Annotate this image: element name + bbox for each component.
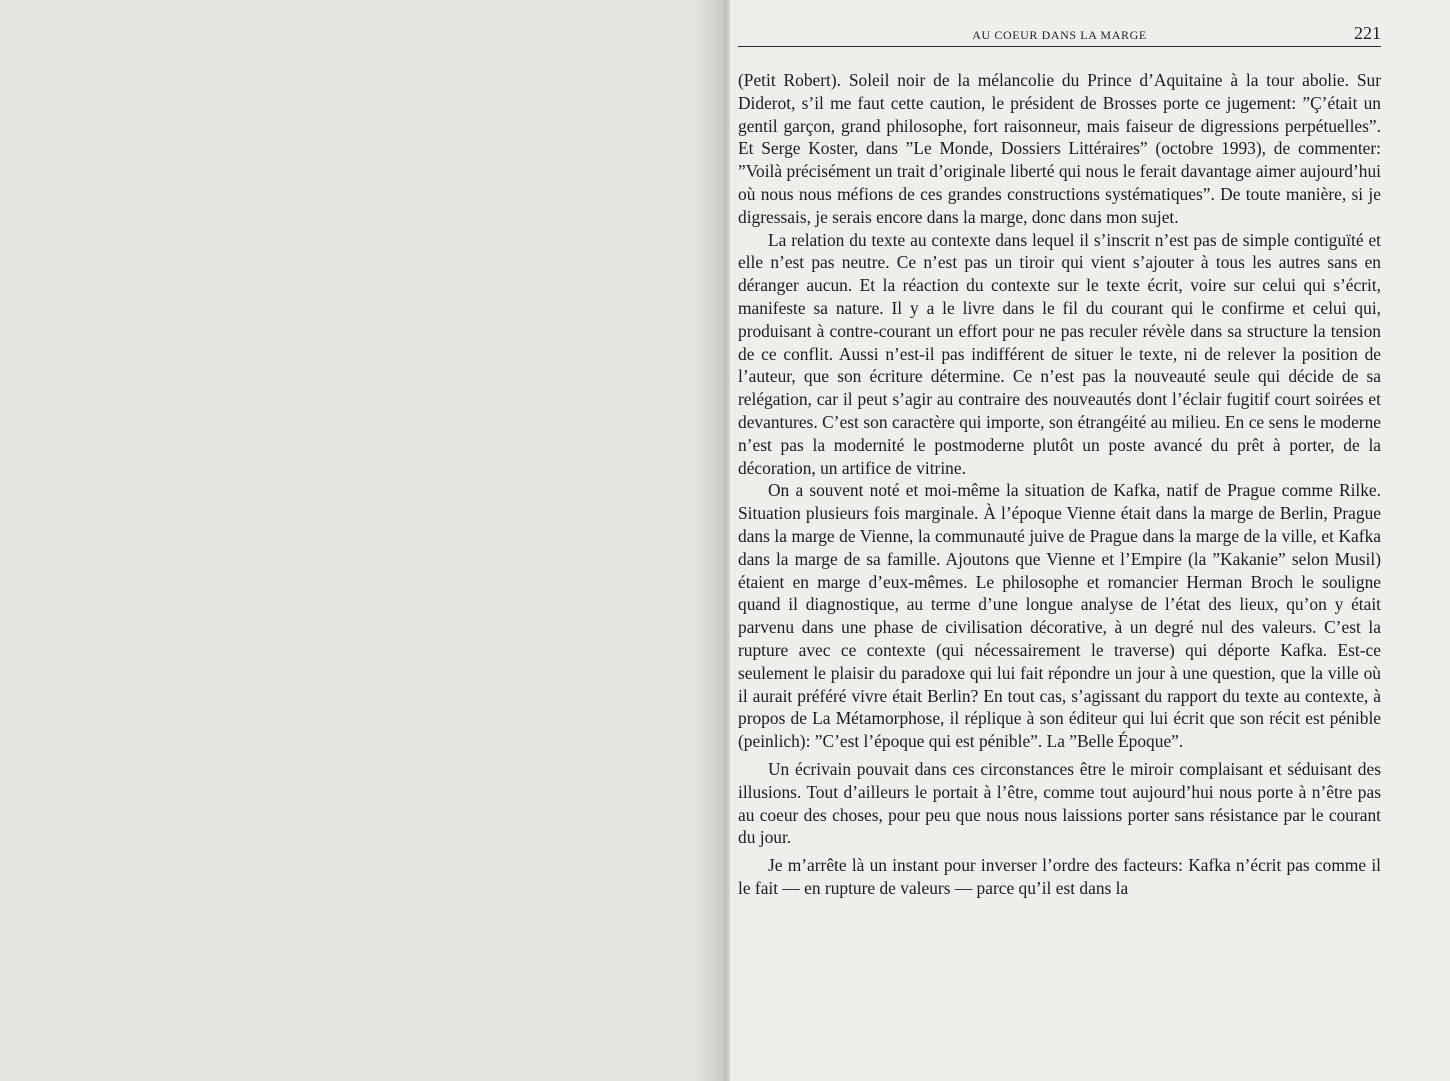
paragraph: (Petit Robert). Soleil noir de la mélancolie du Prince d’Aquitaine à la tour abolie. Sur Diderot, s’il me faut cette caution, le président de Brosses porte ce jugement: ”Ç’était un gentil garçon, grand philosophe, fort raisonneur, mais faiseur de digressions perpétuelles”. Et Serge Koster, dans ”Le Monde, Dossiers Littéraires” (octobre 1993), de commenter: ”Voilà précisément un trait d’originale liberté qui nous le ferait davantage aimer aujourd’hui où nous nous méfions de ces grandes constructions systématiques”. De toute manière, si je digressais, je serais encore dans la marge, donc dans mon sujet. bbox=[738, 70, 1381, 227]
running-head: AU COEUR DANS LA MARGE bbox=[972, 28, 1147, 42]
left-page bbox=[0, 0, 724, 1081]
paragraph: Un écrivain pouvait dans ces circonstances être le miroir complaisant et séduisant des illusions. Tout d’ailleurs le portait à l’être, comme tout aujourd’hui nous porte à n’être pas au coeur des choses, pour peu que nous nous laissions porter sans résistance par le courant du jour. bbox=[738, 758, 1381, 848]
paragraph: Je m’arrête là un instant pour inverser l’ordre des facteurs: Kafka n’écrit pas comme il le fait — en rupture de valeurs — parce qu’il est dans la bbox=[738, 855, 1381, 898]
right-page bbox=[730, 0, 1450, 1081]
show-through-text bbox=[30, 34, 670, 90]
paragraph: La relation du texte au contexte dans lequel il s’inscrit n’est pas de simple contiguïté et elle n’est pas neutre. Ce n’est pas un tiroir qui vient s’ajouter à tous les autres sans en déranger aucun. Et la réaction du contexte sur le texte écrit, voire sur celui qui s’écrit, manifeste sa nature. Il y a le livre dans le fil du courant qui le confirme et celui qui, produisant à contre-courant un effort pour ne pas reculer révèle dans sa structure la tension de ce conflit. Aussi n’est-il pas indifférent de situer le texte, ni de relever la position de l’auteur, que son écriture détermine. Ce n’est pas la nouveauté seule qui décide de sa relégation, car il peut s’agir au contraire des nouveautés dont l’éclair fugitif court soirées et devantures. C’est son caractère qui importe, son étrangéité au milieu. En ce sens le moderne n’est pas la modernité le postmoderne plutôt un poste avancé du prêt à porter, de la décoration, un artifice de vitrine. bbox=[738, 229, 1381, 478]
page-header bbox=[738, 23, 1381, 47]
paragraph: On a souvent noté et moi-même la situation de Kafka, natif de Prague comme Rilke. Situation plusieurs fois marginale. À l’époque Vienne était dans la marge de Berlin, Prague dans la marge de Vienne, la communauté juive de Prague dans la marge de la ville, et Kafka dans la marge de sa famille. Ajoutons que Vienne et l’Empire (la ”Kakanie” selon Musil) étaient en marge d’eux-mêmes. Le philosophe et romancier Herman Broch le souligne quand il diagnostique, au terme d’une longue analyse de l’état des lieux, qu’on y était parvenu dans une phase de civilisation décorative, à un degré nul des valeurs. C’est la rupture avec ce contexte (qui nécessairement le traverse) qui déporte Kafka. Est-ce seulement le plaisir du paradoxe qui lui fait répondre un jour à une question, que la ville où il aurait préféré vivre était Berlin? En tout cas, s’agissant du rapport du texte au contexte, à propos de La Métamorphose, il réplique à son éditeur qui lui écrit que son récit est pénible (peinlich): ”C’est l’époque qui est pénible”. La ”Belle Époque”. bbox=[738, 480, 1381, 752]
page-number: 221 bbox=[1354, 23, 1381, 43]
page-body bbox=[738, 69, 1381, 900]
